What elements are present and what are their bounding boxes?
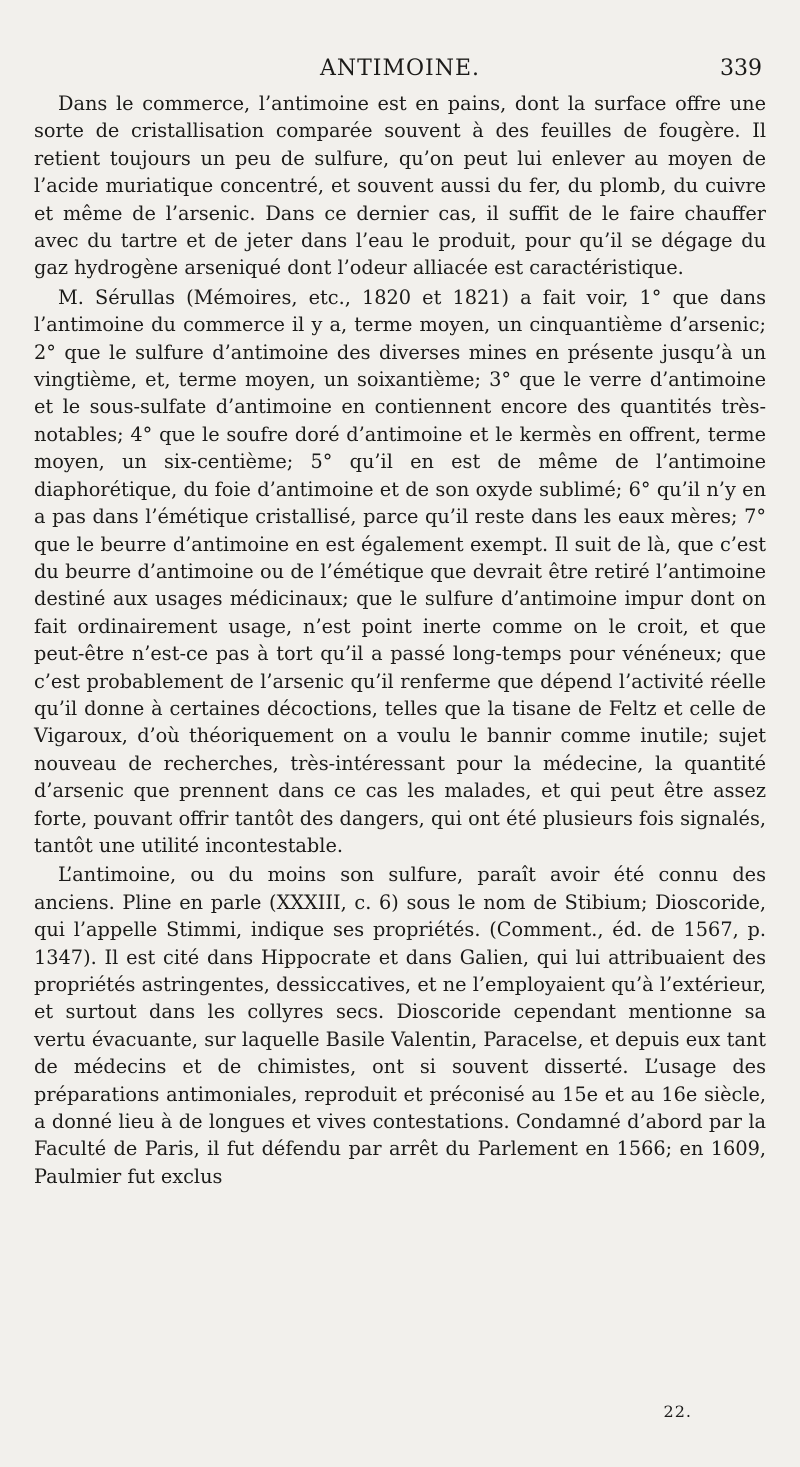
paragraph-commerce: Dans le commerce, l’antimoine est en pains, dont la surface offre une sorte de cristallisation comparée souvent à des feuilles de fougère. Il retient toujours un peu de sulfure, qu’on peut lui enlever au moyen de l’acide muriatique concentré, et souvent aussi du fer, du plomb, du cuivre et même de l’arsenic. Dans ce dernier cas, il suffit de le faire chauffer avec du tartre et de jeter dans l’eau le produit, pour qu’il se dégage du gaz hydrogène arseniqué dont l’odeur alliacée est caractéristique. bbox=[34, 92, 766, 280]
running-title: ANTIMOINE. bbox=[319, 56, 481, 81]
paragraph-history: L’antimoine, ou du moins son sulfure, paraît avoir été connu des anciens. Pline en parle (XXXIII, c. 6) sous le nom de Stibium; Dioscoride, qui l’appelle Stimmi, indique ses propriétés. (Comment., éd. de 1567, p. 1347). Il est cité dans Hippocrate et dans Galien, qui lui attribuaient des propriétés astringentes, dessiccatives, et ne l’employaient qu’à l’extérieur, et surtout dans les collyres secs. Dioscoride cependant mentionne sa vertu évacuante, sur laquelle Basile Valentin, Paracelse, et depuis eux tant de médecins et de chimistes, ont si souvent disserté. L’usage des préparations antimoniales, reproduit et préconisé au 15e et au 16e siècle, a donné lieu à de longues et vives contestations. Condamné d’abord par la Faculté de Paris, il fut défendu par arrêt du Parlement en 1566; en 1609, Paulmier fut exclus bbox=[34, 863, 766, 1188]
signature-mark: 22. bbox=[663, 1402, 692, 1421]
body-text bbox=[34, 90, 766, 1190]
running-head bbox=[34, 50, 766, 90]
page-number: 339 bbox=[720, 56, 762, 81]
paragraph-serullas: M. Sérullas (Mémoires, etc., 1820 et 1821) a fait voir, 1° que dans l’antimoine du commerce il y a, terme moyen, un cinquantième d’arsenic; 2° que le sulfure d’antimoine des diverses mines en présente jusqu’à un vingtième, et, terme moyen, un soixantième; 3° que le verre d’antimoine et le sous-sulfate d’antimoine en contiennent encore des quantités très-notables; 4° que le soufre doré d’antimoine et le kermès en offrent, terme moyen, un six-centième; 5° qu’il en est de même de l’antimoine diaphorétique, du foie d’antimoine et de son oxyde sublimé; 6° qu’il n’y en a pas dans l’émétique cristallisé, parce qu’il reste dans les eaux mères; 7° que le beurre d’antimoine en est également exempt. Il suit de là, que c’est du beurre d’antimoine ou de l’émétique que devrait être retiré l’antimoine destiné aux usages médicinaux; que le sulfure d’antimoine impur dont on fait ordinairement usage, n’est point inerte comme on le croit, et que peut-être n’est-ce pas à tort qu’il a passé long-temps pour vénéneux; que c’est probablement de l’arsenic qu’il renferme que dépend l’activité réelle qu’il donne à certaines décoctions, telles que la tisane de Feltz et celle de Vigaroux, d’où théoriquement on a voulu le bannir comme inutile; sujet nouveau de recherches, très-intéressant pour la médecine, la quantité d’arsenic que prennent dans ce cas les malades, et qui peut être assez forte, pouvant offrir tantôt des dangers, qui ont été plusieurs fois signalés, tantôt une utilité incontestable. bbox=[34, 285, 766, 857]
